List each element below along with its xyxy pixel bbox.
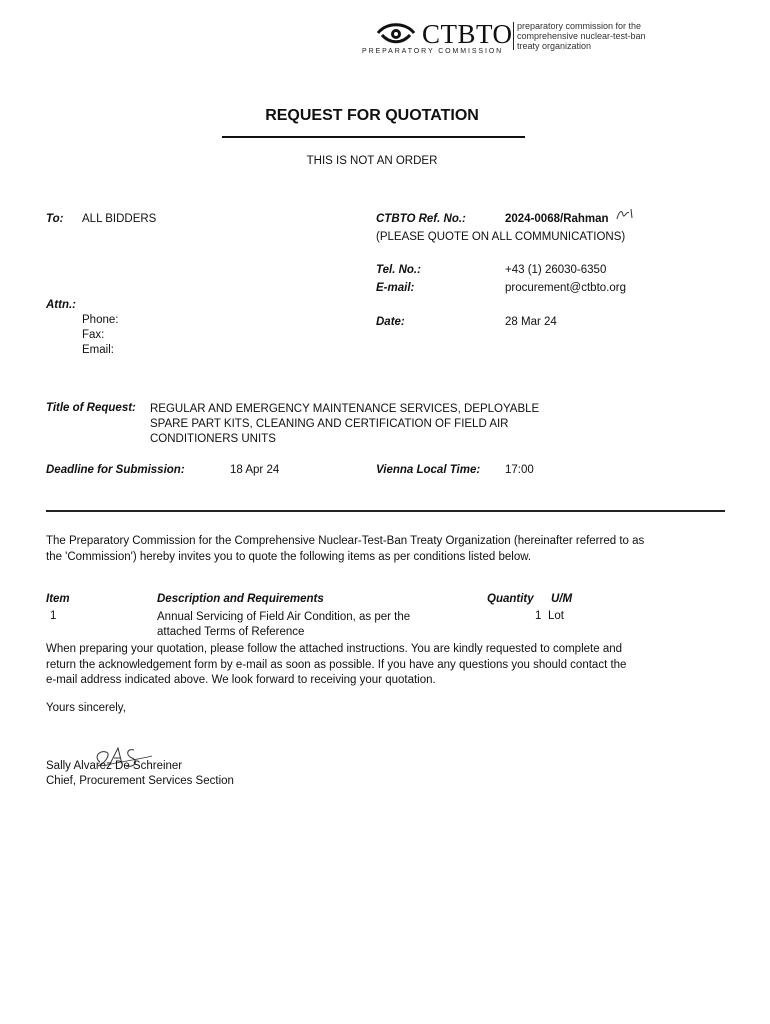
not-an-order-notice: THIS IS NOT AN ORDER [306,155,438,167]
date-label: Date: [376,316,405,328]
request-title-label: Title of Request: [46,402,136,414]
to-label: To: [46,213,64,225]
title-underline [222,136,525,138]
closing-salutation: Yours sincerely, [46,702,126,714]
document-title: REQUEST FOR QUOTATION [265,107,479,124]
deadline-value: 18 Apr 24 [230,464,280,476]
logo-separator [513,22,514,50]
ref-value: 2024-0068/Rahman [505,213,609,225]
intro-paragraph: The Preparatory Commission for the Comprehensive Nuclear-Test-Ban Treaty Organization (hereinafter referred to as the 'Commission') hereby invites you to quote the following items as per conditions listed below. [46,535,645,563]
table-header-um: U/M [551,593,573,605]
attn-phone-label: Phone: [82,314,119,326]
signatory-name: Sally Alvarez De Schreiner [46,760,183,772]
tel-label: Tel. No.: [376,264,421,276]
logo-subtitle: PREPARATORY COMMISSION [362,48,504,55]
table-header-quantity: Quantity [487,593,534,605]
vienna-time-label: Vienna Local Time: [376,464,481,476]
ctbto-emblem-icon [376,20,416,46]
ref-label: CTBTO Ref. No.: [376,213,466,225]
to-value: ALL BIDDERS [82,213,157,225]
email-label: E-mail: [376,282,415,294]
date-value: 28 Mar 24 [505,316,557,328]
row-description: Annual Servicing of Field Air Condition, as per the attached Terms of Reference [157,611,411,638]
ctbto-logo [362,18,682,58]
vienna-time-value: 17:00 [505,464,534,476]
tel-value: +43 (1) 26030-6350 [505,264,607,276]
table-header-item: Item [46,593,70,605]
section-divider [46,510,725,512]
handwritten-initial-mark [615,207,635,221]
attn-email-label: Email: [82,344,114,356]
table-header-description: Description and Requirements [157,593,324,605]
row-quantity: 1 [535,610,542,622]
ref-note: (PLEASE QUOTE ON ALL COMMUNICATIONS) [376,231,626,243]
email-value: procurement@ctbto.org [505,282,626,294]
logo-wordmark: CTBTO [422,19,513,49]
deadline-label: Deadline for Submission: [46,464,185,476]
attn-label: Attn.: [46,299,77,311]
request-title-value: REGULAR AND EMERGENCY MAINTENANCE SERVICES, DEPLOYABLE SPARE PART KITS, CLEANING AND CERTIFICATION OF FIELD AIR CONDITIONERS UNITS [150,403,540,445]
logo-tagline: preparatory commission for the comprehensive nuclear-test-ban treaty organization [517,21,646,51]
instructions-paragraph: When preparing your quotation, please follow the attached instructions. You are kindly requested to complete and return the acknowledgement form by e-mail as soon as possible. If you have any questions you should contact the e-mail address indicated above. We look forward to receiving your quotation. [46,643,627,686]
signatory-position: Chief, Procurement Services Section [46,775,234,787]
attn-fax-label: Fax: [82,329,105,341]
row-item: 1 [50,610,57,622]
row-um: Lot [548,610,564,622]
